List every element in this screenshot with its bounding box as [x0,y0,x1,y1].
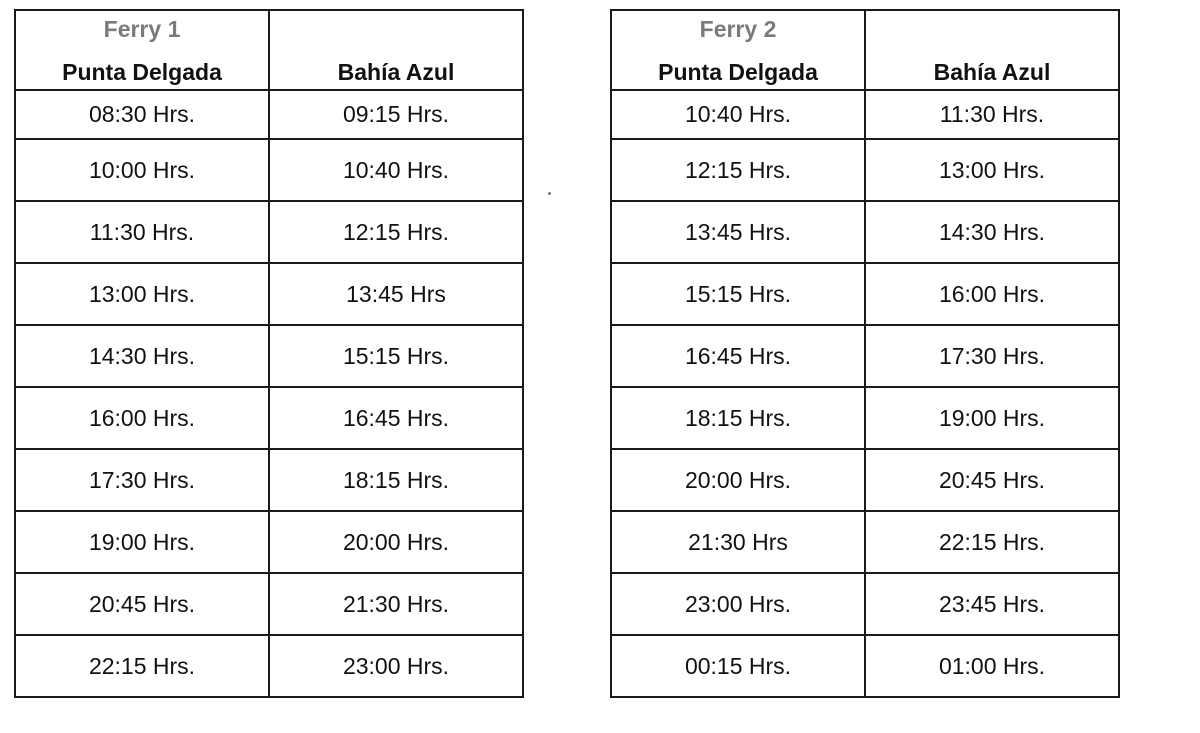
ferry-1-header-left [15,10,269,90]
bahia-azul-time: 10:40 Hrs. [342,156,450,183]
table-row [611,387,1119,449]
departure-cell [15,511,269,573]
departure-cell [611,201,865,263]
bahia-azul-time: 01:00 Hrs. [938,652,1046,679]
bahia-azul-time: 13:45 Hrs [346,280,446,307]
arrival-cell [269,263,523,325]
arrival-cell [269,449,523,511]
ferry-2-table-body [611,10,1119,697]
bahia-azul-time: 12:15 Hrs. [342,218,450,245]
scan-speck [548,192,551,195]
punta-delgada-time: 20:00 Hrs. [684,466,792,493]
bahia-azul-time: 11:30 Hrs. [939,101,1045,127]
arrival-cell [865,449,1119,511]
punta-delgada-time: 08:30 Hrs. [88,101,196,127]
punta-delgada-time: 21:30 Hrs [688,528,788,555]
departure-cell [611,573,865,635]
arrival-cell [269,139,523,201]
table-row [15,573,523,635]
arrival-cell [865,387,1119,449]
punta-delgada-time: 12:15 Hrs. [684,156,792,183]
bahia-azul-time: 23:45 Hrs. [938,590,1046,617]
arrival-cell [269,201,523,263]
ferry-2-schedule-table [610,9,1120,698]
table-row [611,635,1119,697]
ferry-1-title: Ferry 1 [103,16,181,42]
bahia-azul-time: 09:15 Hrs. [342,101,450,127]
departure-cell [15,573,269,635]
ferry-2-col-bahia-azul: Bahía Azul [933,59,1051,85]
arrival-cell [269,635,523,697]
punta-delgada-time: 16:00 Hrs. [88,404,196,431]
table-row [611,325,1119,387]
departure-cell [15,387,269,449]
arrival-cell [269,511,523,573]
bahia-azul-time: 13:00 Hrs. [938,156,1046,183]
bahia-azul-time: 18:15 Hrs. [342,466,450,493]
table-row [15,139,523,201]
punta-delgada-time: 11:30 Hrs. [89,218,195,245]
table-row [611,139,1119,201]
arrival-cell [865,139,1119,201]
arrival-cell [269,325,523,387]
bahia-azul-time: 14:30 Hrs. [938,218,1046,245]
ferry-1-schedule-table [14,9,524,698]
punta-delgada-time: 22:15 Hrs. [88,652,196,679]
arrival-cell [269,573,523,635]
ferry-2-col-punta-delgada: Punta Delgada [658,59,818,85]
ferry-2-header-row [611,10,1119,90]
table-row [15,201,523,263]
arrival-cell [865,325,1119,387]
table-row [15,387,523,449]
departure-cell [15,139,269,201]
ferry-1-header-right [269,10,523,90]
punta-delgada-time: 15:15 Hrs. [684,280,792,307]
bahia-azul-time: 16:00 Hrs. [938,280,1046,307]
table-row [611,573,1119,635]
ferry-2-header-right [865,10,1119,90]
bahia-azul-time: 20:00 Hrs. [342,528,450,555]
table-row [15,90,523,139]
departure-cell [15,325,269,387]
arrival-cell [865,511,1119,573]
table-row [15,635,523,697]
ferry-1-table-body [15,10,523,697]
punta-delgada-time: 10:00 Hrs. [88,156,196,183]
punta-delgada-time: 16:45 Hrs. [684,342,792,369]
bahia-azul-time: 16:45 Hrs. [342,404,450,431]
departure-cell [15,635,269,697]
departure-cell [611,90,865,139]
table-row [15,511,523,573]
arrival-cell [865,635,1119,697]
departure-cell [611,139,865,201]
punta-delgada-time: 14:30 Hrs. [88,342,196,369]
punta-delgada-time: 20:45 Hrs. [88,590,196,617]
arrival-cell [269,387,523,449]
punta-delgada-time: 18:15 Hrs. [684,404,792,431]
bahia-azul-time: 15:15 Hrs. [342,342,450,369]
bahia-azul-time: 20:45 Hrs. [938,466,1046,493]
table-row [611,263,1119,325]
table-row [611,511,1119,573]
punta-delgada-time: 19:00 Hrs. [88,528,196,555]
departure-cell [611,263,865,325]
bahia-azul-time: 19:00 Hrs. [938,404,1046,431]
departure-cell [15,263,269,325]
table-row [611,90,1119,139]
bahia-azul-time: 21:30 Hrs. [342,590,450,617]
arrival-cell [865,263,1119,325]
departure-cell [15,449,269,511]
arrival-cell [865,573,1119,635]
ferry-2-title: Ferry 2 [699,16,777,42]
ferry-2-header-left [611,10,865,90]
table-row [15,325,523,387]
table-row [15,263,523,325]
ferry-1-col-punta-delgada: Punta Delgada [62,59,222,85]
table-row [611,449,1119,511]
ferry-1-header-row [15,10,523,90]
ferry-1-col-bahia-azul: Bahía Azul [337,59,455,85]
punta-delgada-time: 17:30 Hrs. [88,466,196,493]
punta-delgada-time: 23:00 Hrs. [684,590,792,617]
punta-delgada-time: 13:45 Hrs. [684,218,792,245]
departure-cell [611,635,865,697]
bahia-azul-time: 22:15 Hrs. [938,528,1046,555]
departure-cell [611,325,865,387]
arrival-cell [865,90,1119,139]
bahia-azul-time: 17:30 Hrs. [938,342,1046,369]
punta-delgada-time: 10:40 Hrs. [684,101,792,127]
departure-cell [611,511,865,573]
table-row [611,201,1119,263]
departure-cell [611,449,865,511]
departure-cell [15,201,269,263]
table-row [15,449,523,511]
departure-cell [15,90,269,139]
bahia-azul-time: 23:00 Hrs. [342,652,450,679]
arrival-cell [865,201,1119,263]
punta-delgada-time: 13:00 Hrs. [88,280,196,307]
arrival-cell [269,90,523,139]
punta-delgada-time: 00:15 Hrs. [684,652,792,679]
departure-cell [611,387,865,449]
